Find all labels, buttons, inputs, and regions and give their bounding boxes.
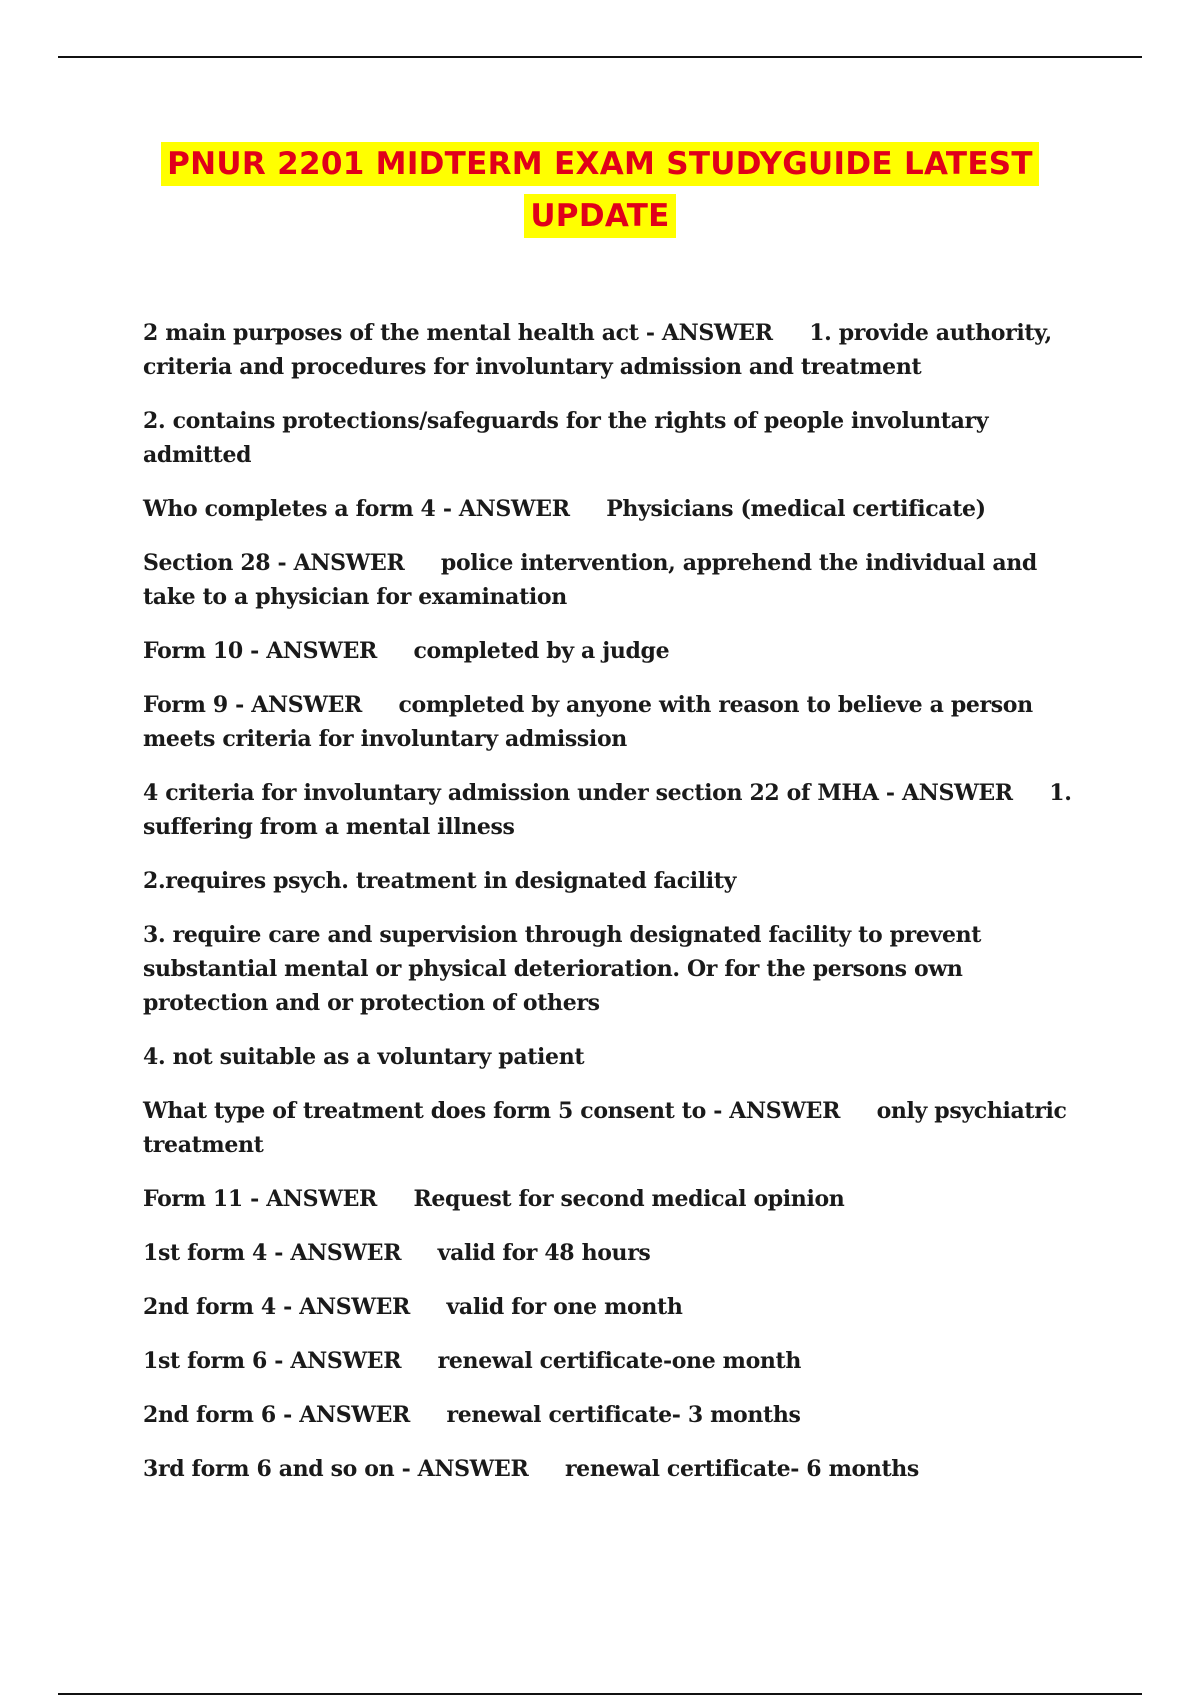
answer-text: 4. not suitable as a voluntary patient (143, 1044, 585, 1070)
qa-item (143, 634, 1093, 668)
qa-item (143, 1290, 1093, 1324)
question-text: What type of treatment does form 5 consent to (143, 1098, 706, 1124)
question-text: 4 criteria for involuntary admission under section 22 of MHA (143, 780, 879, 806)
answer-text: renewal certificate- 6 months (564, 1456, 919, 1482)
qa-item (143, 316, 1093, 384)
qa-list (143, 316, 1093, 1506)
answer-label: - ANSWER (267, 1348, 402, 1374)
qa-item (143, 1344, 1093, 1378)
answer-text: 1. provide authority, criteria and procedures for involuntary admission and treatment (143, 320, 1052, 380)
qa-item (143, 1236, 1093, 1270)
question-text: Who completes a form 4 (143, 496, 436, 522)
title-line-2: UPDATE (524, 194, 675, 238)
answer-text: Physicians (medical certificate) (606, 496, 986, 522)
qa-item (143, 918, 1093, 1020)
answer-label: - ANSWER (270, 550, 405, 576)
answer-text: Request for second medical opinion (413, 1186, 845, 1212)
qa-item (143, 688, 1093, 756)
question-text: 2 main purposes of the mental health act (143, 320, 639, 346)
question-text: 3rd form 6 and so on (143, 1456, 395, 1482)
answer-text: 2. contains protections/safeguards for the rights of people involuntary admitted (143, 408, 989, 468)
title-line-1: PNUR 2201 MIDTERM EXAM STUDYGUIDE LATEST (161, 142, 1039, 186)
answer-label: - ANSWER (435, 496, 570, 522)
question-text: Form 11 (143, 1186, 243, 1212)
answer-label: - ANSWER (275, 1294, 410, 1320)
page-title (0, 142, 1200, 246)
qa-item (143, 776, 1093, 844)
question-text: 1st form 6 (143, 1348, 267, 1374)
answer-text: renewal certificate-one month (437, 1348, 802, 1374)
answer-label: - ANSWER (242, 1186, 377, 1212)
answer-text: only psychiatric treatment (143, 1098, 1067, 1158)
question-text: Section 28 (143, 550, 271, 576)
answer-text: completed by anyone with reason to believe a person meets criteria for involuntary admission (143, 692, 1033, 752)
qa-item (143, 1398, 1093, 1432)
answer-label: - ANSWER (242, 638, 377, 664)
header-rule (58, 56, 1142, 58)
answer-text: 1. suffering from a mental illness (143, 780, 1072, 840)
qa-item (143, 546, 1093, 614)
answer-text: renewal certificate- 3 months (446, 1402, 801, 1428)
answer-text: valid for 48 hours (437, 1240, 651, 1266)
answer-label: - ANSWER (394, 1456, 529, 1482)
answer-text: 2.requires psych. treatment in designated facility (143, 868, 737, 894)
question-text: 2nd form 6 (143, 1402, 276, 1428)
answer-text: 3. require care and supervision through designated facility to prevent substantial mental or physical deterioration. Or for the persons own protection and or protection of others (143, 922, 982, 1016)
answer-text: completed by a judge (413, 638, 670, 664)
answer-label: - ANSWER (705, 1098, 841, 1124)
answer-label: - ANSWER (878, 780, 1013, 806)
answer-label: - ANSWER (638, 320, 773, 346)
qa-item (143, 1040, 1093, 1074)
answer-text: police intervention, apprehend the individual and take to a physician for examination (143, 550, 1037, 610)
qa-item (143, 1452, 1093, 1486)
answer-label: - ANSWER (267, 1240, 402, 1266)
question-text: Form 9 (143, 692, 228, 718)
question-text: Form 10 (143, 638, 243, 664)
qa-item (143, 1094, 1093, 1162)
qa-item (143, 1182, 1093, 1216)
footer-rule (58, 1693, 1142, 1695)
qa-item (143, 492, 1093, 526)
answer-label: - ANSWER (227, 692, 362, 718)
question-text: 2nd form 4 (143, 1294, 276, 1320)
answer-text: valid for one month (446, 1294, 683, 1320)
answer-label: - ANSWER (275, 1402, 410, 1428)
qa-item (143, 404, 1093, 472)
qa-item (143, 864, 1093, 898)
question-text: 1st form 4 (143, 1240, 267, 1266)
